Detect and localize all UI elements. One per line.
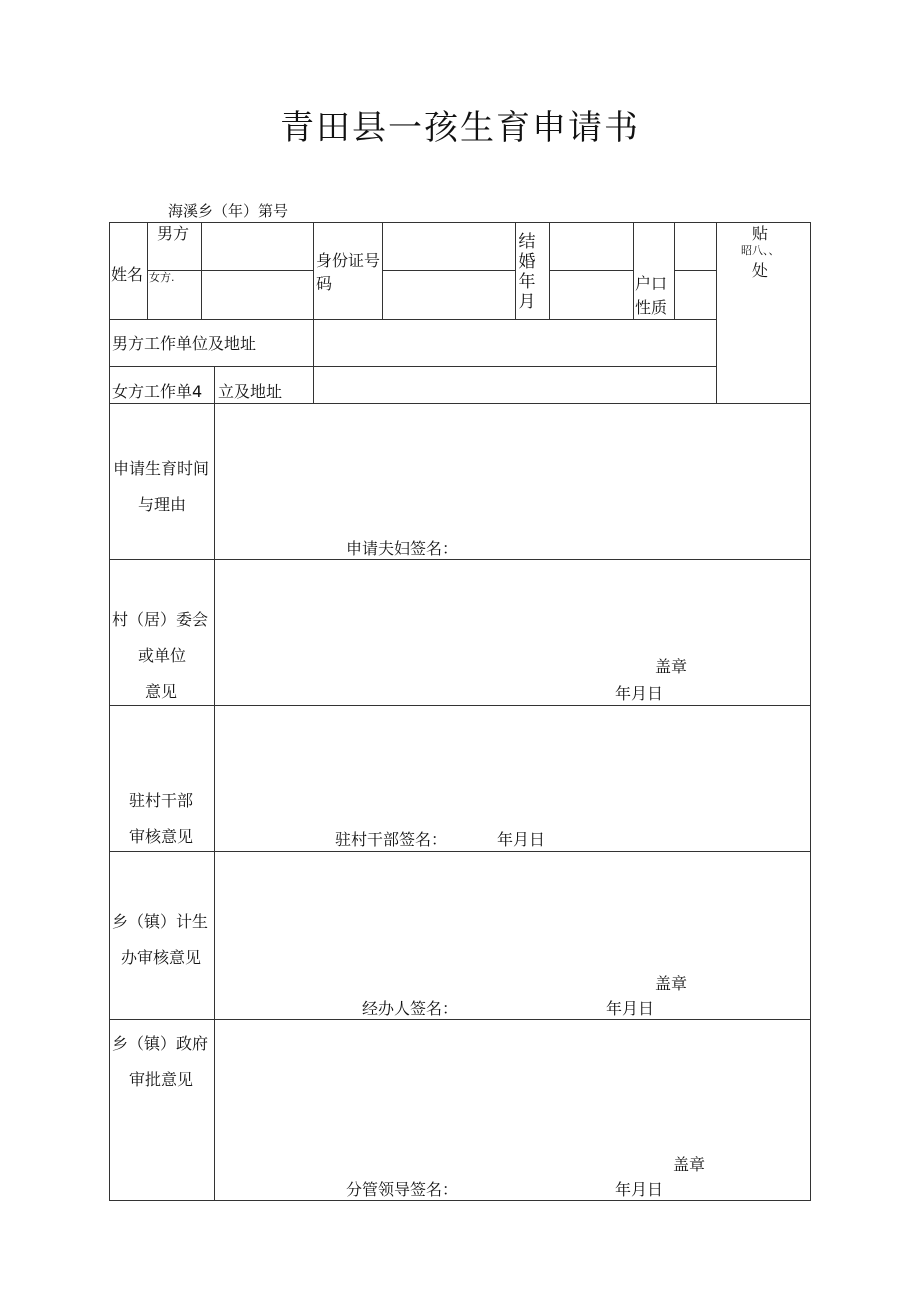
- table-rule: [313, 222, 314, 403]
- table-rule: [716, 222, 717, 403]
- village-date-label: 年月日: [615, 684, 664, 703]
- township-gov-seal-label: 盖章: [673, 1155, 706, 1174]
- male-work-label: 男方工作单位及地址: [112, 334, 257, 353]
- table-rule: [109, 366, 716, 367]
- female-work-label-cont: 立及地址: [218, 382, 283, 401]
- apply-signature-label: 申请夫妇签名：: [346, 539, 459, 558]
- village-section-label-end: 意见: [145, 682, 178, 701]
- marriage-date-label: 结婚年月: [518, 232, 536, 312]
- name-label: 姓名: [111, 265, 144, 284]
- table-rule: [382, 270, 515, 271]
- table-rule: [674, 222, 675, 319]
- table-rule: [214, 366, 215, 1201]
- township-office-seal-label: 盖章: [655, 974, 688, 993]
- photo-area-label-end: 处: [752, 261, 769, 280]
- male-label: 男方: [157, 224, 190, 243]
- female-label: 女方.: [149, 271, 175, 284]
- id-number-label: 身份证号: [316, 251, 381, 270]
- id-number-label-cont: 码: [316, 274, 333, 293]
- village-section-label-cont: 或单位: [138, 646, 187, 665]
- cadre-section-label-cont: 审核意见: [129, 827, 194, 846]
- township-office-section-label: 乡（镇）计生: [112, 912, 209, 931]
- cadre-signature-label: 驻村干部签名：: [335, 830, 448, 849]
- hukou-label: 户口: [635, 274, 668, 293]
- table-rule: [549, 222, 550, 319]
- female-work-label: 女方工作单4: [112, 382, 203, 401]
- cadre-section-label: 驻村干部: [129, 791, 194, 810]
- table-rule: [810, 222, 811, 1201]
- table-rule: [147, 222, 148, 319]
- township-gov-signature-label: 分管领导签名：: [346, 1180, 459, 1199]
- photo-area-label: 贴: [752, 224, 769, 243]
- table-rule: [515, 222, 516, 319]
- township-office-date-label: 年月日: [606, 999, 655, 1018]
- serial-number: 海溪乡（年）第号: [168, 202, 289, 220]
- table-rule: [674, 270, 716, 271]
- photo-area-label-cont: 昭八、、: [741, 244, 780, 257]
- table-rule: [633, 222, 634, 319]
- village-seal-label: 盖章: [655, 657, 688, 676]
- cadre-date-label: 年月日: [497, 830, 546, 849]
- apply-section-label: 申请生育时间: [113, 459, 210, 478]
- table-rule: [109, 222, 811, 223]
- village-section-label: 村（居）委会: [112, 610, 209, 629]
- hukou-label-cont: 性质: [635, 298, 668, 317]
- table-rule: [382, 222, 383, 319]
- township-office-section-label-cont: 办审核意见: [121, 948, 202, 967]
- township-office-signature-label: 经办人签名：: [362, 999, 459, 1018]
- table-rule: [109, 319, 716, 320]
- table-rule: [201, 222, 202, 319]
- township-gov-date-label: 年月日: [615, 1180, 664, 1199]
- township-gov-section-label-cont: 审批意见: [129, 1070, 194, 1089]
- table-rule: [549, 270, 633, 271]
- township-gov-section-label: 乡（镇）政府: [112, 1034, 209, 1053]
- apply-section-label-cont: 与理由: [138, 495, 187, 514]
- page-title: 青田县一孩生育申请书: [280, 108, 640, 148]
- table-rule: [109, 222, 110, 1201]
